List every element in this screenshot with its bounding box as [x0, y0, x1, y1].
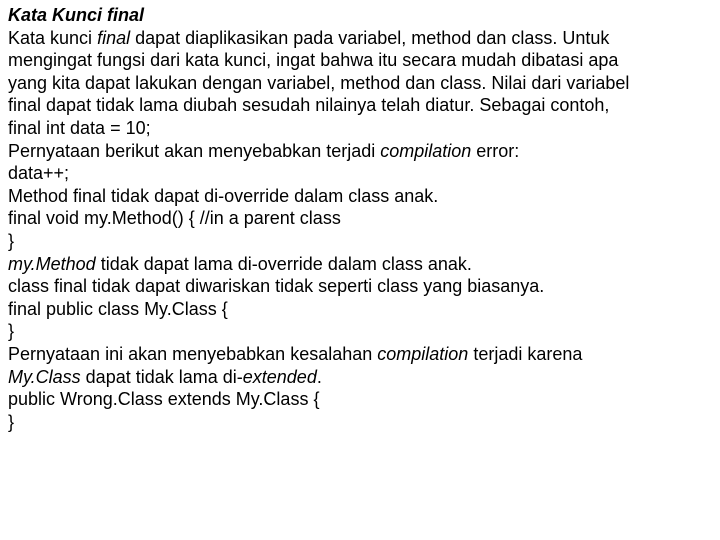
text-line: [8, 343, 708, 366]
body-text: class final tidak dapat diwariskan tidak seperti class yang biasanya.: [8, 276, 545, 297]
text-line: [8, 411, 708, 434]
body-text: Method final tidak dapat di-override dalam class anak.: [8, 185, 439, 206]
text-lines: [8, 27, 708, 434]
body-text: dapat diaplikasikan pada variabel, method dan class. Untuk: [130, 27, 610, 48]
body-text: error:: [471, 140, 520, 161]
text-line: [8, 162, 708, 185]
body-text: mengingat fungsi dari kata kunci, ingat bahwa itu secara mudah dibatasi apa: [8, 50, 619, 71]
text-line: [8, 94, 708, 117]
body-text: Kata kunci: [8, 27, 98, 48]
body-text: final public class My.Class {: [8, 298, 228, 319]
text-line: [8, 230, 708, 253]
body-text: data++;: [8, 163, 70, 184]
text-line: [8, 72, 708, 95]
body-text: }: [8, 321, 15, 342]
body-text: terjadi karena: [468, 343, 583, 364]
body-text: .: [316, 366, 322, 387]
body-text: Pernyataan berikut akan menyebabkan terjadi: [8, 140, 381, 161]
body-text: final dapat tidak lama diubah sesudah nilainya telah diatur. Sebagai contoh,: [8, 95, 610, 116]
emphasis-text: compilation: [380, 140, 472, 161]
body-text: dapat tidak lama di-: [80, 366, 243, 387]
text-line: [8, 27, 708, 50]
text-line: [8, 388, 708, 411]
emphasis-text: compilation: [377, 343, 469, 364]
body-text: public Wrong.Class extends My.Class {: [8, 389, 320, 410]
text-line: [8, 207, 708, 230]
emphasis-text: final: [97, 27, 131, 48]
body-text: tidak dapat lama di-override dalam class anak.: [95, 253, 472, 274]
body-text: }: [8, 411, 15, 432]
text-line: [8, 140, 708, 163]
text-line: [8, 366, 708, 389]
text-line: [8, 49, 708, 72]
emphasis-text: my.Method: [8, 253, 96, 274]
text-line: [8, 117, 708, 140]
body-text: final int data = 10;: [8, 117, 151, 138]
document-body: [8, 4, 708, 433]
text-line: [8, 253, 708, 276]
text-line: [8, 298, 708, 321]
text-line: [8, 185, 708, 208]
page-title: Kata Kunci final: [8, 5, 145, 25]
body-text: final void my.Method() { //in a parent class: [8, 208, 341, 229]
text-line: [8, 320, 708, 343]
emphasis-text: extended: [242, 366, 317, 387]
body-text: Pernyataan ini akan menyebabkan kesalahan: [8, 343, 378, 364]
body-text: yang kita dapat lakukan dengan variabel, method dan class. Nilai dari variabel: [8, 72, 630, 93]
emphasis-text: My.Class: [8, 366, 81, 387]
text-line: [8, 275, 708, 298]
body-text: }: [8, 230, 15, 251]
